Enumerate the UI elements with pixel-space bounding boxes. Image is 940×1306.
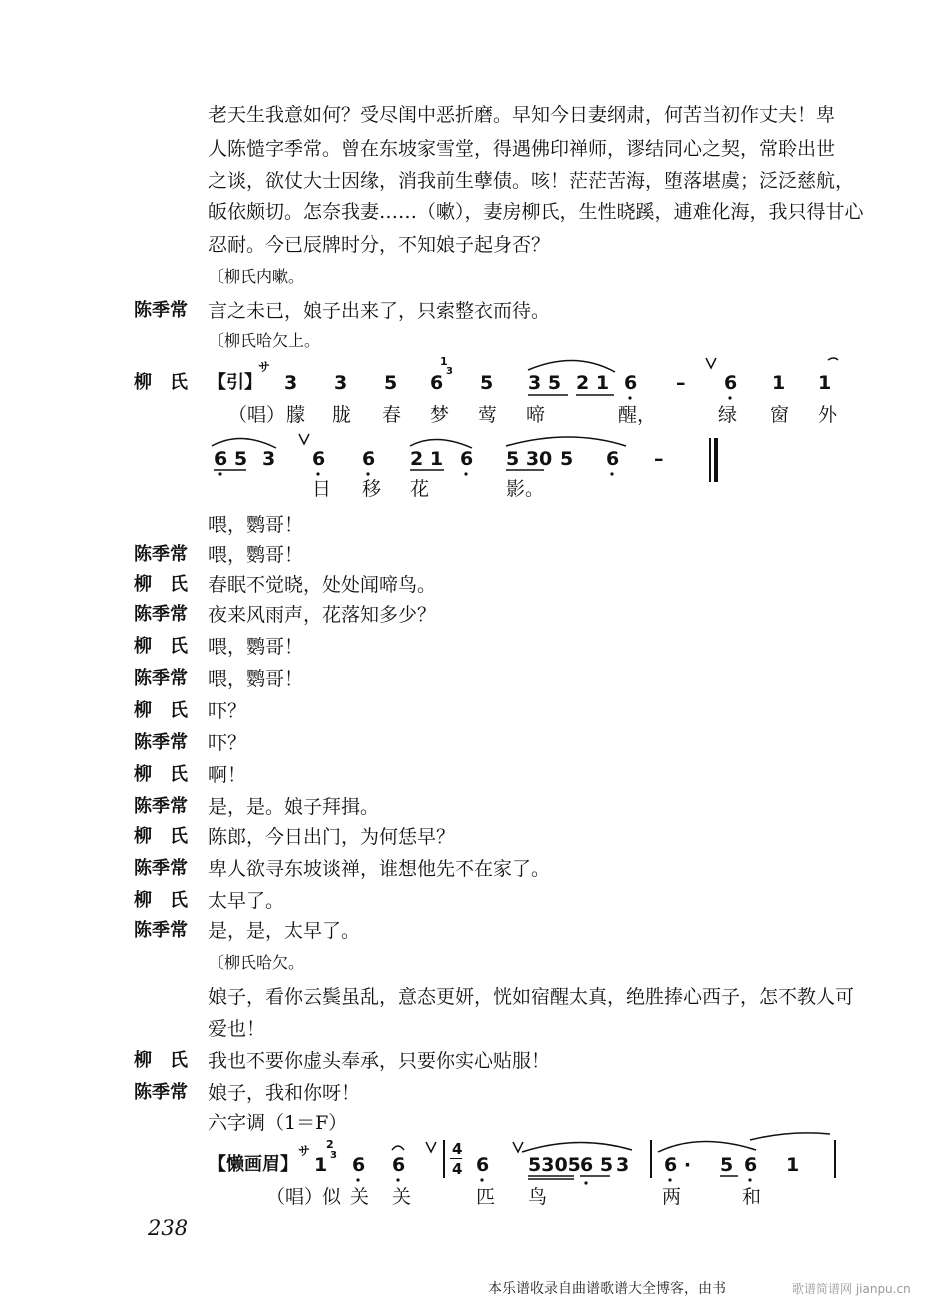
breath-mark (513, 1142, 523, 1152)
slur (750, 1133, 830, 1140)
free-meter-mark: サ (298, 1144, 311, 1158)
lyric: 春 (382, 404, 402, 426)
octave-dot (366, 472, 369, 475)
note: 6 (362, 448, 376, 470)
speaker-label: 陈季常 (134, 604, 188, 625)
speaker-label: 柳 氏 (134, 636, 188, 657)
lyric: 和 (742, 1186, 762, 1208)
speech-line: 是，是，太早了。 (208, 920, 361, 942)
lyric: 啼 (526, 404, 546, 426)
octave-dot (748, 1178, 751, 1181)
note-group: 6 5 (214, 448, 248, 470)
speech-line: 夜来风雨声，花落知多少？ (208, 604, 437, 626)
note: 3 (616, 1154, 630, 1176)
speech-line: 娘子，我和你呀！ (208, 1082, 361, 1104)
lyric: 绿 (718, 404, 738, 426)
speech-line: 吓？ (208, 732, 247, 754)
note: 5 (720, 1154, 734, 1176)
dash: – (676, 372, 686, 394)
note: 1 (786, 1154, 800, 1176)
speaker-label: 柳 氏 (134, 700, 188, 721)
speaker-label: 柳 氏 (134, 826, 188, 847)
octave-dot (464, 472, 467, 475)
speaker-label: 陈季常 (134, 544, 188, 565)
octave-dot (356, 1178, 359, 1181)
octave-dot (480, 1178, 483, 1181)
note: 6 (624, 372, 638, 394)
note-dotted: 6 · (664, 1154, 692, 1176)
dash: – (654, 448, 664, 470)
speech-line: 言之未已，娘子出来了，只索整衣而待。 (208, 300, 551, 322)
lyric: 两 (662, 1186, 682, 1208)
lyric: 花 (410, 478, 430, 500)
note: 6 (352, 1154, 366, 1176)
note-group: 2 1 (576, 372, 610, 394)
breath-mark (426, 1142, 436, 1152)
speech-line: 卑人欲寻东坡谈禅，谁想他先不在家了。 (208, 858, 551, 880)
slur (506, 437, 626, 446)
tune-tag: 【引】 (208, 372, 262, 393)
note-group: 3 5 (528, 372, 562, 394)
note: 6 (430, 372, 444, 394)
slur (658, 1141, 756, 1152)
lyric: 影。 (506, 478, 545, 500)
note: 5 (560, 448, 574, 470)
note: 5 (480, 372, 494, 394)
speech-line: 太早了。 (208, 890, 285, 912)
note-group: 2 1 (410, 448, 444, 470)
key-signature: 六字调（1＝F） (208, 1112, 348, 1134)
time-signature-bottom: 4 (452, 1160, 463, 1178)
speaker-label: 陈季常 (134, 858, 188, 879)
note: 3 (334, 372, 348, 394)
speaker-label: 柳 氏 (134, 890, 188, 911)
tie-mark (828, 358, 838, 360)
octave-dot (584, 1181, 587, 1184)
speech-line: 喂，鹦哥！ (208, 668, 304, 690)
time-signature-top: 4 (452, 1140, 463, 1158)
lyric: 匹 (476, 1186, 496, 1208)
lyric-lead: （唱） (266, 1186, 324, 1208)
slur (528, 360, 615, 372)
speech-line: 喂，鹦哥！ (208, 544, 304, 566)
grace-note: 2 (326, 1138, 334, 1151)
lyric: 朦 (286, 404, 306, 426)
note-group: 5305 (528, 1154, 581, 1176)
lyric: 窗 (770, 404, 790, 426)
note: 5 (384, 372, 398, 394)
speech-line: 爱也！ (208, 1018, 266, 1040)
stage-direction: 〔柳氏哈欠。 (208, 953, 305, 972)
lyric: 鸟 (528, 1186, 548, 1208)
speech-line: 喂，鹦哥！ (208, 636, 304, 658)
grace-note-sup: 3 (446, 366, 453, 377)
speaker-label: 柳 氏 (134, 764, 188, 785)
lyric-lead: （唱） (228, 404, 286, 426)
octave-dot (610, 472, 613, 475)
speech-line: 吓？ (208, 700, 247, 722)
octave-dot (728, 396, 731, 399)
speech-line: 我也不要你虚头奉承，只要你实心贴服！ (208, 1050, 551, 1072)
grace-note: 1 (440, 355, 448, 368)
footer-note: 本乐谱收录自曲谱歌谱大全博客，由书 (488, 1281, 726, 1297)
note: 3 (284, 372, 298, 394)
octave-dot (218, 472, 221, 475)
octave-dot (668, 1178, 671, 1181)
lyric: 醒， (618, 404, 657, 426)
speech-line: 啊！ (208, 764, 247, 786)
octave-dot (628, 396, 631, 399)
octave-dot (396, 1178, 399, 1181)
stage-direction: 〔柳氏内嗽。 (208, 267, 305, 286)
speaker-label: 陈季常 (134, 796, 188, 817)
lyric: 移 (362, 478, 382, 500)
speaker-label: 陈季常 (134, 300, 188, 321)
stage-direction: 〔柳氏哈欠上。 (208, 331, 321, 350)
slur (212, 438, 276, 448)
lyric: 外 (818, 404, 838, 426)
note: 3 (262, 448, 276, 470)
note: 1 (772, 372, 786, 394)
note: 6 (476, 1154, 490, 1176)
page-number: 238 (148, 1216, 189, 1240)
prose-line: 皈依颇切。怎奈我妻……（嗽），妻房柳氏，生性晓蹊，逋难化海，我只得甘心 (208, 201, 864, 223)
speaker-label: 陈季常 (134, 668, 188, 689)
lyric: 关 (350, 1186, 370, 1208)
speaker-label: 陈季常 (134, 1082, 188, 1103)
note-group: 6 5 (580, 1154, 614, 1176)
speech-line: 娘子，看你云鬓虽乱，意态更妍，恍如宿醒太真，绝胜捧心西子，怎不教人可 (208, 986, 855, 1008)
slur (410, 439, 472, 448)
note-group: 5 30 (506, 448, 553, 470)
speech-line: 春眠不觉晓，处处闻啼鸟。 (208, 574, 437, 596)
prose-line: 老天生我意如何？受尽闺中恶折磨。早知今日妻纲肃，何苦当初作丈夫！卑 (208, 104, 836, 126)
tune-tag: 【懒画眉】 (208, 1154, 298, 1175)
grace-note-sup: 3 (330, 1150, 337, 1161)
speaker-label: 陈季常 (134, 920, 188, 941)
note: 6 (312, 448, 326, 470)
fermata (392, 1146, 404, 1150)
note: 1 (314, 1154, 328, 1176)
speech-line: 陈郎，今日出门，为何恁早？ (208, 826, 456, 848)
lyric: 梦 (430, 404, 450, 426)
breath-mark (299, 434, 309, 444)
lyric: 日 (312, 478, 332, 500)
breath-mark (706, 358, 716, 368)
prose-line: 人陈慥字季常。曾在东坡家雪堂，得遇佛印禅师，谬结同心之契，常聆出世 (208, 138, 836, 160)
speech-line: 喂，鹦哥！ (208, 514, 304, 536)
note: 6 (460, 448, 474, 470)
speaker-label: 柳 氏 (134, 1050, 188, 1071)
speaker-label: 柳 氏 (134, 574, 188, 595)
free-meter-mark: サ (258, 360, 271, 374)
prose-line: 忍耐。今已辰牌时分，不知娘子起身否？ (208, 234, 551, 256)
prose-line: 之谈，欲仗大士因缘，消我前生孽债。咳！茫茫苦海，堕落堪虞；泛泛慈航， (208, 170, 855, 192)
speaker-label: 陈季常 (134, 732, 188, 753)
lyric: 莺 (478, 404, 498, 426)
slur (522, 1142, 632, 1152)
note: 6 (392, 1154, 406, 1176)
watermark: 歌谱简谱网 jianpu.cn (792, 1282, 911, 1296)
octave-dot (316, 472, 319, 475)
lyric: 关 (392, 1186, 412, 1208)
note: 6 (606, 448, 620, 470)
lyric: 似 (322, 1186, 342, 1208)
speaker-label: 柳 氏 (134, 372, 188, 393)
note: 6 (744, 1154, 758, 1176)
lyric: 胧 (332, 404, 352, 426)
speech-line: 是，是。娘子拜揖。 (208, 796, 380, 818)
note: 6 (724, 372, 738, 394)
note: 1 (818, 372, 832, 394)
